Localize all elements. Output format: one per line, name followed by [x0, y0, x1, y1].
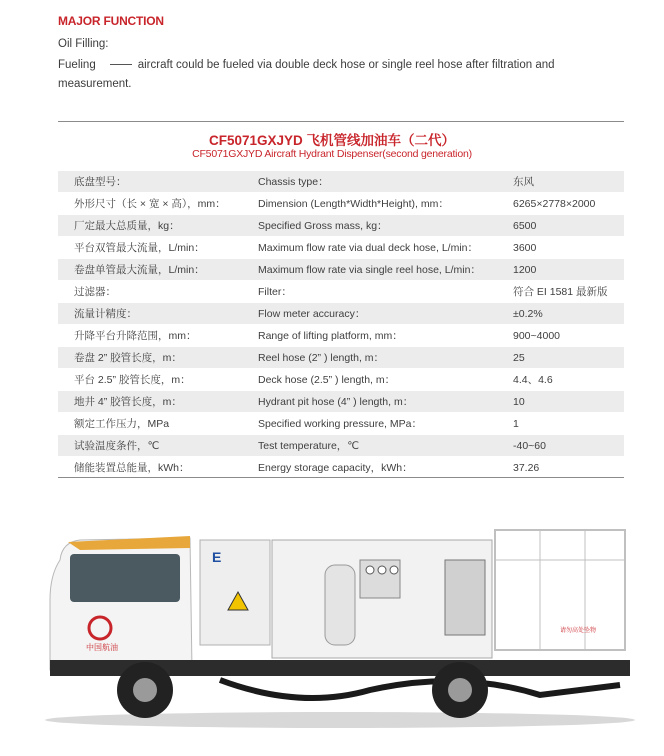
spec-value: 东风: [513, 171, 624, 193]
product-title-cn: CF5071GXJYD 飞机管线加油车（二代）: [208, 133, 456, 148]
spec-label-en: Maximum flow rate via dual deck hose, L/min：: [258, 237, 513, 259]
gauge-1: [366, 566, 374, 574]
spec-value: 6265×2778×2000: [513, 193, 624, 215]
spec-row: [58, 281, 624, 303]
spec-label-cn: 底盘型号：: [58, 171, 258, 193]
spec-label-cn: 额定工作压力，MPa: [58, 413, 258, 435]
fueling-text: aircraft could be fueled via double deck hose or single reel hose after filtration and measurement.: [58, 59, 555, 90]
spec-row: [58, 435, 624, 457]
spec-row: [58, 369, 624, 391]
battery-box: [200, 540, 270, 645]
spec-row: [58, 457, 624, 479]
fueling-description: [58, 56, 618, 94]
spec-label-cn: 卷盘单管最大流量，L/min：: [58, 259, 258, 281]
spec-label-en: Dimension (Length*Width*Height), mm：: [258, 193, 513, 215]
platform-sign-text: 请勿高处坠物: [560, 628, 597, 634]
spec-row: [58, 171, 624, 193]
spec-row: [58, 391, 624, 413]
spec-row: [58, 347, 624, 369]
spec-label-cn: 流量计精度：: [58, 303, 258, 325]
dash-divider: [110, 64, 132, 65]
spec-value: 37.26: [513, 457, 624, 479]
spec-label-en: Filter：: [258, 281, 513, 303]
spec-row: [58, 215, 624, 237]
spec-label-cn: 升降平台升降范围，mm：: [58, 325, 258, 347]
spec-value: 1200: [513, 259, 624, 281]
spec-value: ±0.2%: [513, 303, 624, 325]
cab-roof: [68, 536, 190, 550]
spec-label-en: Deck hose (2.5” ) length, m：: [258, 369, 513, 391]
spec-label-cn: 储能装置总能量，kWh：: [58, 457, 258, 479]
gauge-2: [378, 566, 386, 574]
spec-label-en: Hydrant pit hose (4” ) length, m：: [258, 391, 513, 413]
fueling-term: Fueling: [58, 59, 96, 71]
spec-label-cn: 厂定最大总质量，kg：: [58, 215, 258, 237]
spec-value: 10: [513, 391, 624, 413]
spec-label-en: Energy storage capacity，kWh：: [258, 457, 513, 479]
filter-vessel: [325, 565, 355, 645]
spec-row: [58, 413, 624, 435]
black-hose: [220, 680, 620, 698]
spec-label-en: Chassis type：: [258, 171, 513, 193]
spec-label-cn: 外形尺寸（长 × 宽 × 高），mm：: [58, 193, 258, 215]
product-title-en: CF5071GXJYD Aircraft Hydrant Dispenser(second generation): [192, 148, 472, 160]
spec-label-en: Reel hose (2” ) length, m：: [258, 347, 513, 369]
spec-table: [58, 171, 624, 479]
bottom-rule: [58, 477, 624, 478]
door-logo-text: 中国航油: [86, 643, 118, 652]
battery-badge-text: E: [212, 549, 222, 565]
spec-row: [58, 303, 624, 325]
spec-label-en: Specified Gross mass, kg：: [258, 215, 513, 237]
spec-value: -40~60: [513, 435, 624, 457]
spec-label-en: Maximum flow rate via single reel hose, L/min：: [258, 259, 513, 281]
spec-label-en: Range of lifting platform, mm：: [258, 325, 513, 347]
spec-label-cn: 卷盘 2” 胶管长度，m：: [58, 347, 258, 369]
spec-label-cn: 平台 2.5” 胶管长度，m：: [58, 369, 258, 391]
spec-label-en: Test temperature，℃: [258, 435, 513, 457]
truck-illustration: [40, 520, 640, 730]
spec-label-cn: 试验温度条件，℃: [58, 435, 258, 457]
spec-value: 1: [513, 413, 624, 435]
spec-row: [58, 259, 624, 281]
spec-value: 4.4、4.6: [513, 369, 624, 391]
spec-row: [58, 237, 624, 259]
cab-window: [70, 554, 180, 602]
spec-value: 符合 EI 1581 最新版: [513, 281, 624, 303]
spec-label-en: Specified working pressure, MPa：: [258, 413, 513, 435]
gauge-3: [390, 566, 398, 574]
spec-value: 900~4000: [513, 325, 624, 347]
spec-label-cn: 平台双管最大流量，L/min：: [58, 237, 258, 259]
spec-label-en: Flow meter accuracy：: [258, 303, 513, 325]
spec-value: 6500: [513, 215, 624, 237]
spec-value: 3600: [513, 237, 624, 259]
spec-value: 25: [513, 347, 624, 369]
spec-row: [58, 325, 624, 347]
oil-filling-label: Oil Filling:: [58, 38, 109, 50]
top-rule: [58, 121, 624, 122]
spec-row: [58, 193, 624, 215]
section-heading: MAJOR FUNCTION: [58, 14, 164, 28]
spec-label-cn: 地井 4” 胶管长度，m：: [58, 391, 258, 413]
spec-label-cn: 过滤器：: [58, 281, 258, 303]
hose-reel: [445, 560, 485, 635]
